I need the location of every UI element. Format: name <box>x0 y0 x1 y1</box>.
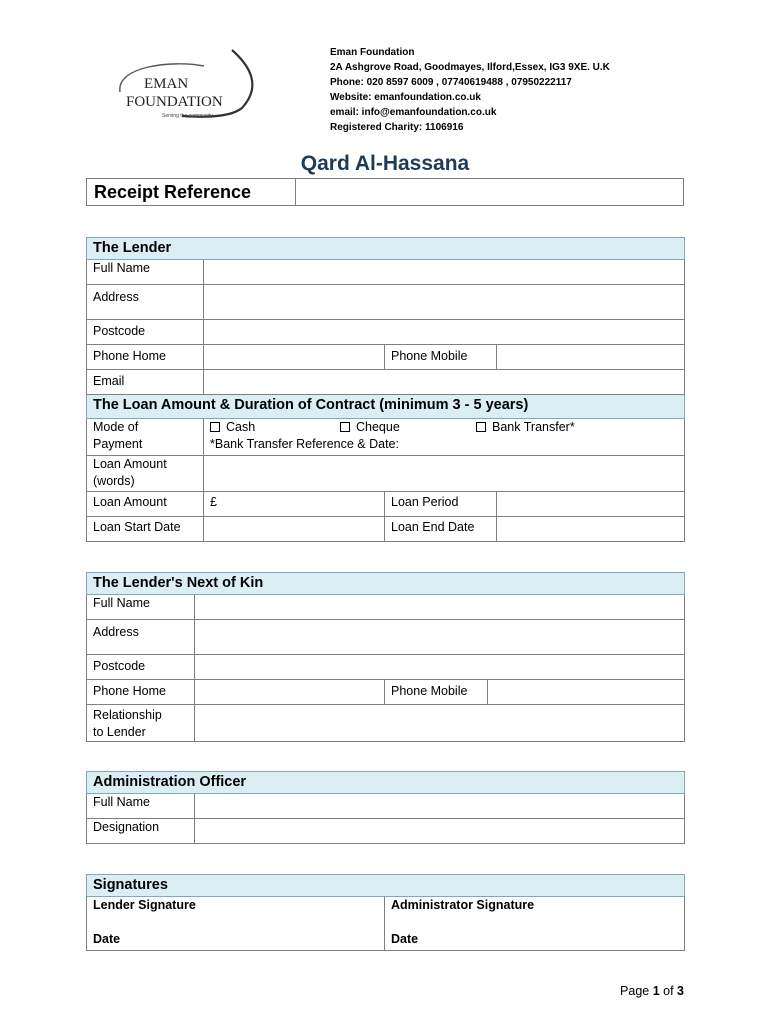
lender-email-field[interactable] <box>204 370 685 395</box>
admin-date-label: Date <box>391 932 419 946</box>
organization-details <box>330 45 610 135</box>
admin-signature-field[interactable] <box>385 897 685 951</box>
cheque-option[interactable]: Cheque <box>340 419 400 436</box>
cash-option[interactable]: Cash <box>210 419 255 436</box>
admin-full-name-field[interactable] <box>195 794 685 819</box>
org-phone: Phone: 020 8597 6009 , 07740619488 , 07950222117 <box>330 77 572 88</box>
admin-signature-label: Administrator Signature <box>391 898 535 912</box>
logo-line2: FOUNDATION <box>126 94 223 110</box>
foundation-logo <box>112 46 262 124</box>
lender-phone-mobile-field[interactable] <box>497 345 685 370</box>
org-website: Website: emanfoundation.co.uk <box>330 92 481 103</box>
org-email: email: info@emanfoundation.co.uk <box>330 107 497 118</box>
admin-heading: Administration Officer <box>87 772 685 794</box>
cash-checkbox <box>210 422 220 432</box>
admin-designation-field[interactable] <box>195 819 685 844</box>
loan-end-date-label: Loan End Date <box>385 517 497 542</box>
receipt-reference-field[interactable] <box>296 179 683 205</box>
org-name: Eman Foundation <box>330 47 415 58</box>
logo-tagline: Serving the community <box>162 113 213 119</box>
kin-address-field[interactable] <box>195 620 685 655</box>
kin-heading: The Lender's Next of Kin <box>87 573 685 595</box>
lender-phone-home-label: Phone Home <box>87 345 204 370</box>
lender-email-label: Email <box>87 370 204 395</box>
lender-heading: The Lender <box>87 238 685 260</box>
org-address: 2A Ashgrove Road, Goodmayes, Ilford,Essex, IG3 9XE. U.K <box>330 62 610 73</box>
kin-phone-mobile-label: Phone Mobile <box>385 680 488 705</box>
loan-period-field[interactable] <box>497 492 685 517</box>
bank-transfer-checkbox <box>476 422 486 432</box>
loan-end-date-field[interactable] <box>497 517 685 542</box>
bank-transfer-note: *Bank Transfer Reference & Date: <box>210 437 399 451</box>
bank-transfer-option[interactable]: Bank Transfer* <box>476 419 575 436</box>
loan-amount-words-label: Loan Amount (words) <box>87 456 204 492</box>
lender-full-name-label: Full Name <box>87 260 204 285</box>
cheque-checkbox <box>340 422 350 432</box>
page-number: Page 1 of 3 <box>620 984 684 998</box>
lender-full-name-field[interactable] <box>204 260 685 285</box>
admin-full-name-label: Full Name <box>87 794 195 819</box>
form-title: Qard Al-Hassana <box>300 152 470 175</box>
kin-phone-home-field[interactable] <box>195 680 385 705</box>
admin-designation-label: Designation <box>87 819 195 844</box>
lender-address-label: Address <box>87 285 204 320</box>
kin-postcode-label: Postcode <box>87 655 195 680</box>
kin-address-label: Address <box>87 620 195 655</box>
loan-period-label: Loan Period <box>385 492 497 517</box>
loan-start-date-label: Loan Start Date <box>87 517 204 542</box>
kin-relationship-label: Relationship to Lender <box>87 705 195 742</box>
logo-swoosh-icon <box>112 46 262 124</box>
signatures-table <box>86 874 685 951</box>
kin-phone-mobile-field[interactable] <box>488 680 685 705</box>
loan-start-date-field[interactable] <box>204 517 385 542</box>
mode-of-payment-label: Mode of Payment <box>87 419 204 456</box>
lender-address-field[interactable] <box>204 285 685 320</box>
loan-amount-field[interactable]: £ <box>204 492 385 517</box>
loan-heading: The Loan Amount & Duration of Contract (minimum 3 - 5 years) <box>87 395 685 419</box>
logo-line1: EMAN <box>144 76 189 92</box>
kin-postcode-field[interactable] <box>195 655 685 680</box>
kin-full-name-field[interactable] <box>195 595 685 620</box>
lender-postcode-field[interactable] <box>204 320 685 345</box>
kin-full-name-label: Full Name <box>87 595 195 620</box>
lender-phone-mobile-label: Phone Mobile <box>385 345 497 370</box>
lender-phone-home-field[interactable] <box>204 345 385 370</box>
signatures-heading: Signatures <box>87 875 685 897</box>
kin-phone-home-label: Phone Home <box>87 680 195 705</box>
org-charity: Registered Charity: 1106916 <box>330 122 464 133</box>
next-of-kin-table <box>86 572 685 742</box>
lender-signature-field[interactable] <box>87 897 385 951</box>
lender-signature-label: Lender Signature <box>93 898 196 912</box>
kin-relationship-field[interactable] <box>195 705 685 742</box>
lender-postcode-label: Postcode <box>87 320 204 345</box>
lender-date-label: Date <box>93 932 121 946</box>
admin-officer-table <box>86 771 685 844</box>
receipt-reference-label: Receipt Reference <box>87 179 296 205</box>
loan-amount-words-field[interactable] <box>204 456 685 492</box>
lender-table <box>86 237 685 542</box>
mode-of-payment-field <box>204 419 685 456</box>
loan-amount-label: Loan Amount <box>87 492 204 517</box>
receipt-reference-row <box>86 178 684 206</box>
